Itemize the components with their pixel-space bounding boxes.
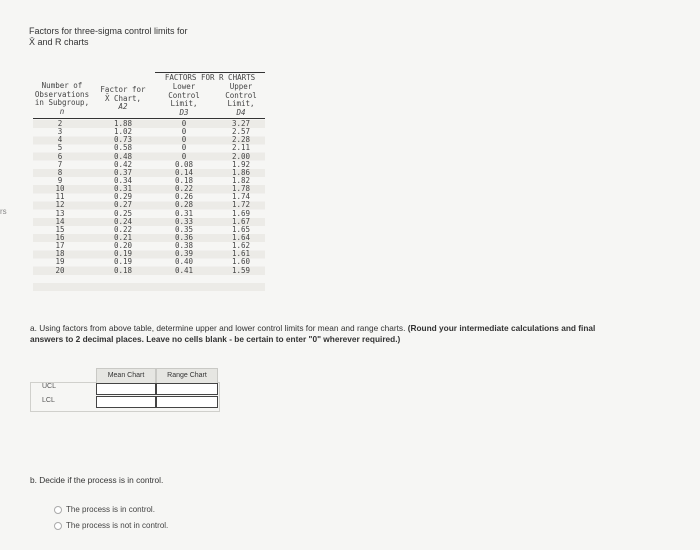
col-mean-chart: Mean Chart <box>96 368 156 384</box>
table-cell-a2: 0.37 <box>113 167 133 177</box>
table-cell-n: 13 <box>55 208 65 218</box>
table-cell-d4: 2.28 <box>231 135 251 145</box>
table-cell-a2: 0.25 <box>113 208 133 218</box>
table-cell-d4: 3.27 <box>231 119 251 128</box>
heading <box>29 26 188 48</box>
table-cell-d4: 1.65 <box>231 224 251 234</box>
table-cell-d4: 1.62 <box>231 241 251 251</box>
table-cell-n: 2 <box>57 119 63 128</box>
table-cell-n: 11 <box>55 192 65 202</box>
table-cell-a2: 1.02 <box>113 127 133 137</box>
table-cell-d4: 1.64 <box>231 232 251 242</box>
table-cell-d3: 0.35 <box>174 224 194 234</box>
col-header-a2: Factor for X̄ Chart, A2 <box>100 85 146 111</box>
part-a-question <box>30 323 630 344</box>
header-underline <box>33 118 265 119</box>
table-cell-a2: 0.18 <box>113 265 133 275</box>
table-cell-d4: 2.11 <box>231 143 251 153</box>
table-cell-n: 4 <box>57 135 63 145</box>
table-cell-d3: 0.31 <box>174 208 194 218</box>
table-cell-n: 3 <box>57 127 63 137</box>
radio-button[interactable] <box>54 522 62 530</box>
table-cell-a2: 0.27 <box>113 200 133 210</box>
table-cell-d3: 0.22 <box>174 184 194 194</box>
table-cell-d3: 0.08 <box>174 159 194 169</box>
table-cell-d3: 0.39 <box>174 249 194 259</box>
table-cell-d4: 2.00 <box>231 151 251 161</box>
table-cell-n: 10 <box>55 184 65 194</box>
table-cell-a2: 0.48 <box>113 151 133 161</box>
ucl-range-input[interactable] <box>156 383 218 395</box>
table-cell-d4: 2.57 <box>231 127 251 137</box>
table-cell-a2: 0.22 <box>113 224 133 234</box>
table-cell-a2: 0.20 <box>113 241 133 251</box>
factors-table <box>33 72 265 302</box>
option-label: The process is not in control. <box>66 521 169 530</box>
table-cell-n: 7 <box>57 159 63 169</box>
table-cell-d3: 0.26 <box>174 192 194 202</box>
table-cell-d3: 0.38 <box>174 241 194 251</box>
table-cell-d4: 1.60 <box>231 257 251 267</box>
table-cell-n: 19 <box>55 257 65 267</box>
column-a2 <box>95 120 151 275</box>
radio-button[interactable] <box>54 506 62 514</box>
table-cell-d4: 1.82 <box>231 175 251 185</box>
table-cell-d4: 1.74 <box>231 192 251 202</box>
table-cell-a2: 0.42 <box>113 159 133 169</box>
table-cell-d3: 0.40 <box>174 257 194 267</box>
table-cell-n: 17 <box>55 241 65 251</box>
heading-line2: X̄ and R charts <box>29 37 89 47</box>
heading-line1: Factors for three-sigma control limits for <box>29 26 188 36</box>
lcl-range-input[interactable] <box>156 396 218 408</box>
table-cell-d3: 0.33 <box>174 216 194 226</box>
table-cell-a2: 0.21 <box>113 232 133 242</box>
group-header: FACTORS FOR R CHARTS <box>164 73 256 82</box>
option-not-in-control[interactable] <box>54 521 168 530</box>
table-cell-n: 20 <box>55 265 65 275</box>
table-cell-n: 14 <box>55 216 65 226</box>
left-edge-mark: rs <box>0 207 7 216</box>
table-cell-d4: 1.78 <box>231 184 251 194</box>
table-cell-d3: 0 <box>181 135 187 145</box>
row-label-ucl: UCL <box>42 383 57 390</box>
part-b-question: b. Decide if the process is in control. <box>30 475 164 485</box>
table-cell-n: 16 <box>55 232 65 242</box>
table-cell-d4: 1.86 <box>231 167 251 177</box>
part-a-instructions: (Round your intermediate calculations and final answers to 2 decimal places. Leave no cells blank - be certain to enter "0" wherever required.) <box>30 323 596 344</box>
option-label: The process is in control. <box>66 505 155 514</box>
col-header-d4: Upper Control Limit, D4 <box>225 82 257 117</box>
table-cell-d4: 1.72 <box>231 200 251 210</box>
table-cell-a2: 0.58 <box>113 143 133 153</box>
table-cell-d4: 1.69 <box>231 208 251 218</box>
table-cell-a2: 0.19 <box>113 257 133 267</box>
option-in-control[interactable] <box>54 505 155 514</box>
row-label-lcl: LCL <box>42 397 55 404</box>
table-cell-a2: 0.73 <box>113 135 133 145</box>
col-header-d3: Lower Control Limit, D3 <box>168 82 200 117</box>
table-cell-d3: 0.18 <box>174 175 194 185</box>
column-d4 <box>217 120 265 275</box>
part-a-prefix: a. Using factors from above table, determine upper and lower control limits for mean and range charts. <box>30 323 406 333</box>
lcl-mean-input[interactable] <box>96 396 156 408</box>
table-cell-d3: 0.14 <box>174 167 194 177</box>
table-cell-n: 5 <box>57 143 63 153</box>
table-cell-d3: 0 <box>181 151 187 161</box>
col-header-n: Number of Observations in Subgroup, n <box>34 81 90 116</box>
ucl-mean-input[interactable] <box>96 383 156 395</box>
table-cell-d3: 0 <box>181 143 187 153</box>
table-cell-d4: 1.59 <box>231 265 251 275</box>
table-cell-a2: 0.29 <box>113 192 133 202</box>
table-cell-a2: 0.34 <box>113 175 133 185</box>
table-cell-d4: 1.61 <box>231 249 251 259</box>
table-cell-a2: 1.88 <box>113 119 133 128</box>
table-cell-n: 15 <box>55 224 65 234</box>
col-range-chart: Range Chart <box>156 368 218 384</box>
column-n <box>33 120 87 275</box>
table-cell-n: 6 <box>57 151 63 161</box>
table-cell-d3: 0.41 <box>174 265 194 275</box>
table-cell-n: 18 <box>55 249 65 259</box>
table-cell-a2: 0.24 <box>113 216 133 226</box>
table-cell-n: 8 <box>57 167 63 177</box>
table-cell-n: 9 <box>57 175 63 185</box>
table-cell-d3: 0 <box>181 127 187 137</box>
table-cell-a2: 0.31 <box>113 184 133 194</box>
column-d3 <box>155 120 213 275</box>
table-cell-d3: 0.28 <box>174 200 194 210</box>
table-cell-d3: 0.36 <box>174 232 194 242</box>
table-cell-d4: 1.92 <box>231 159 251 169</box>
table-cell-d4: 1.67 <box>231 216 251 226</box>
table-cell-n: 12 <box>55 200 65 210</box>
table-cell-d3: 0 <box>181 119 187 128</box>
table-cell-a2: 0.19 <box>113 249 133 259</box>
